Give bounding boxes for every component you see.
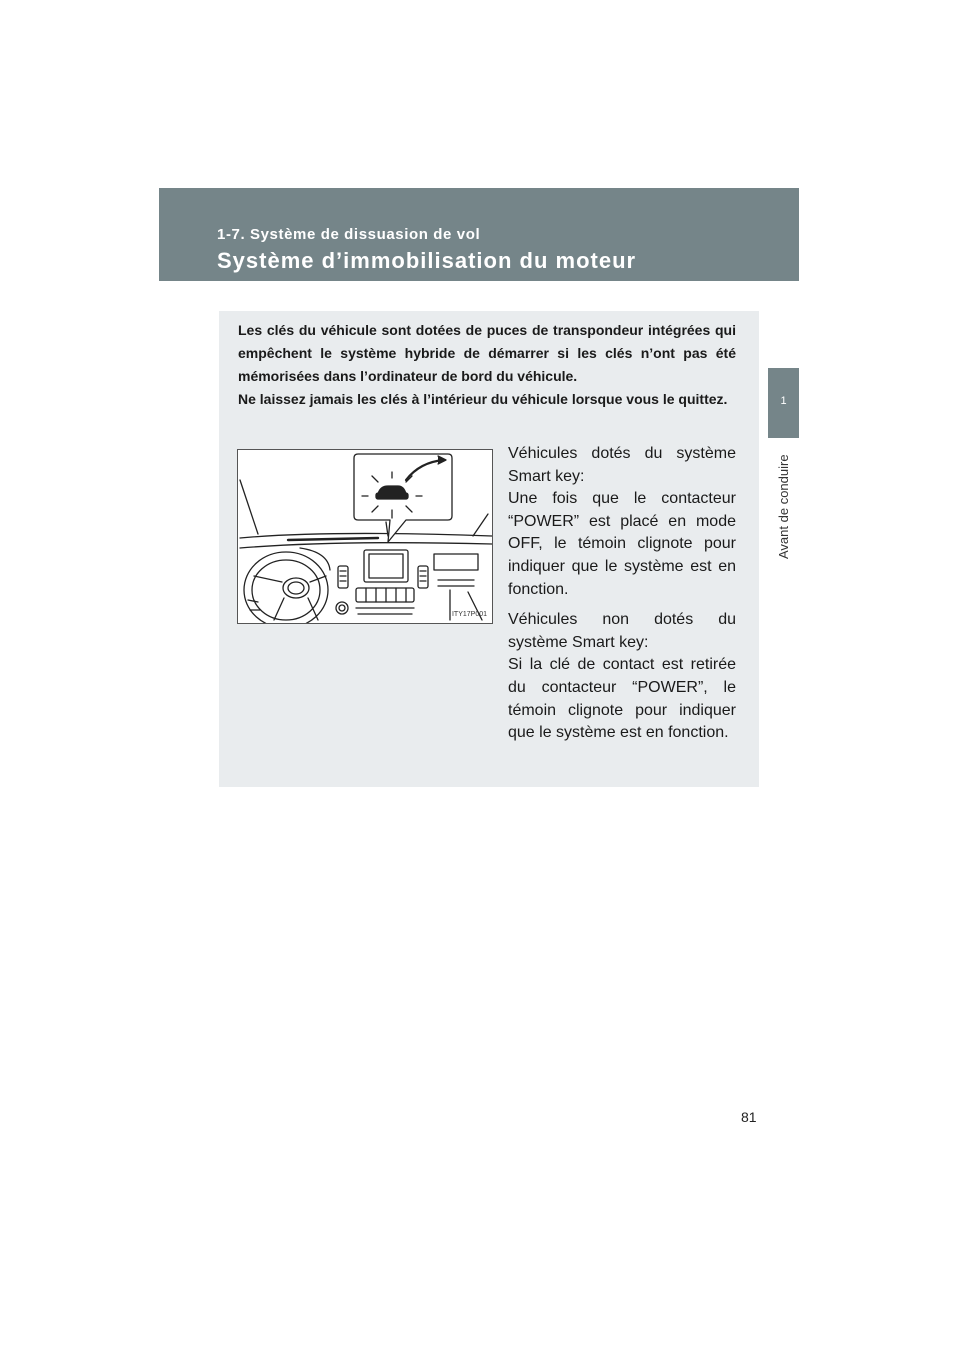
no-smart-key-text: Si la clé de contact est retirée du contacteur “POWER”, le témoin clignote pour indiquer que le système est en fonction. bbox=[508, 656, 736, 742]
chapter-number: 1 bbox=[780, 395, 787, 407]
dashboard-drawing bbox=[238, 450, 492, 623]
intro-paragraph-2: Ne laissez jamais les clés à l’intérieur du véhicule lorsque vous le quittez. bbox=[238, 391, 728, 407]
body-text bbox=[508, 443, 736, 753]
dashboard-illustration bbox=[237, 449, 493, 624]
no-smart-key-heading: Véhicules non dotés du système Smart key: bbox=[508, 611, 736, 651]
smart-key-heading: Véhicules dotés du système Smart key: bbox=[508, 445, 736, 485]
page-number: 81 bbox=[741, 1109, 757, 1125]
chapter-label-wrap bbox=[776, 448, 792, 566]
intro-text bbox=[238, 319, 736, 411]
figure-id: ITY17P001 bbox=[451, 611, 487, 618]
content-box bbox=[219, 311, 759, 787]
smart-key-paragraph bbox=[508, 443, 736, 601]
chapter-label: Avant de conduire bbox=[776, 454, 791, 560]
section-header bbox=[159, 188, 799, 281]
page-title: Système d’immobilisation du moteur bbox=[217, 248, 637, 273]
section-label: 1-7. Système de dissuasion de vol bbox=[217, 226, 481, 243]
smart-key-text: Une fois que le contacteur “POWER” est placé en mode OFF, le témoin clignote pour indiquer que le système est en fonction. bbox=[508, 490, 736, 598]
intro-paragraph-1: Les clés du véhicule sont dotées de puces de transpondeur intégrées qui empêchent le système hybride de démarrer si les clés n’ont pas été mémorisées dans l’ordinateur de bord du véhicule. bbox=[238, 322, 736, 384]
no-smart-key-paragraph bbox=[508, 609, 736, 745]
chapter-tab bbox=[768, 368, 799, 438]
